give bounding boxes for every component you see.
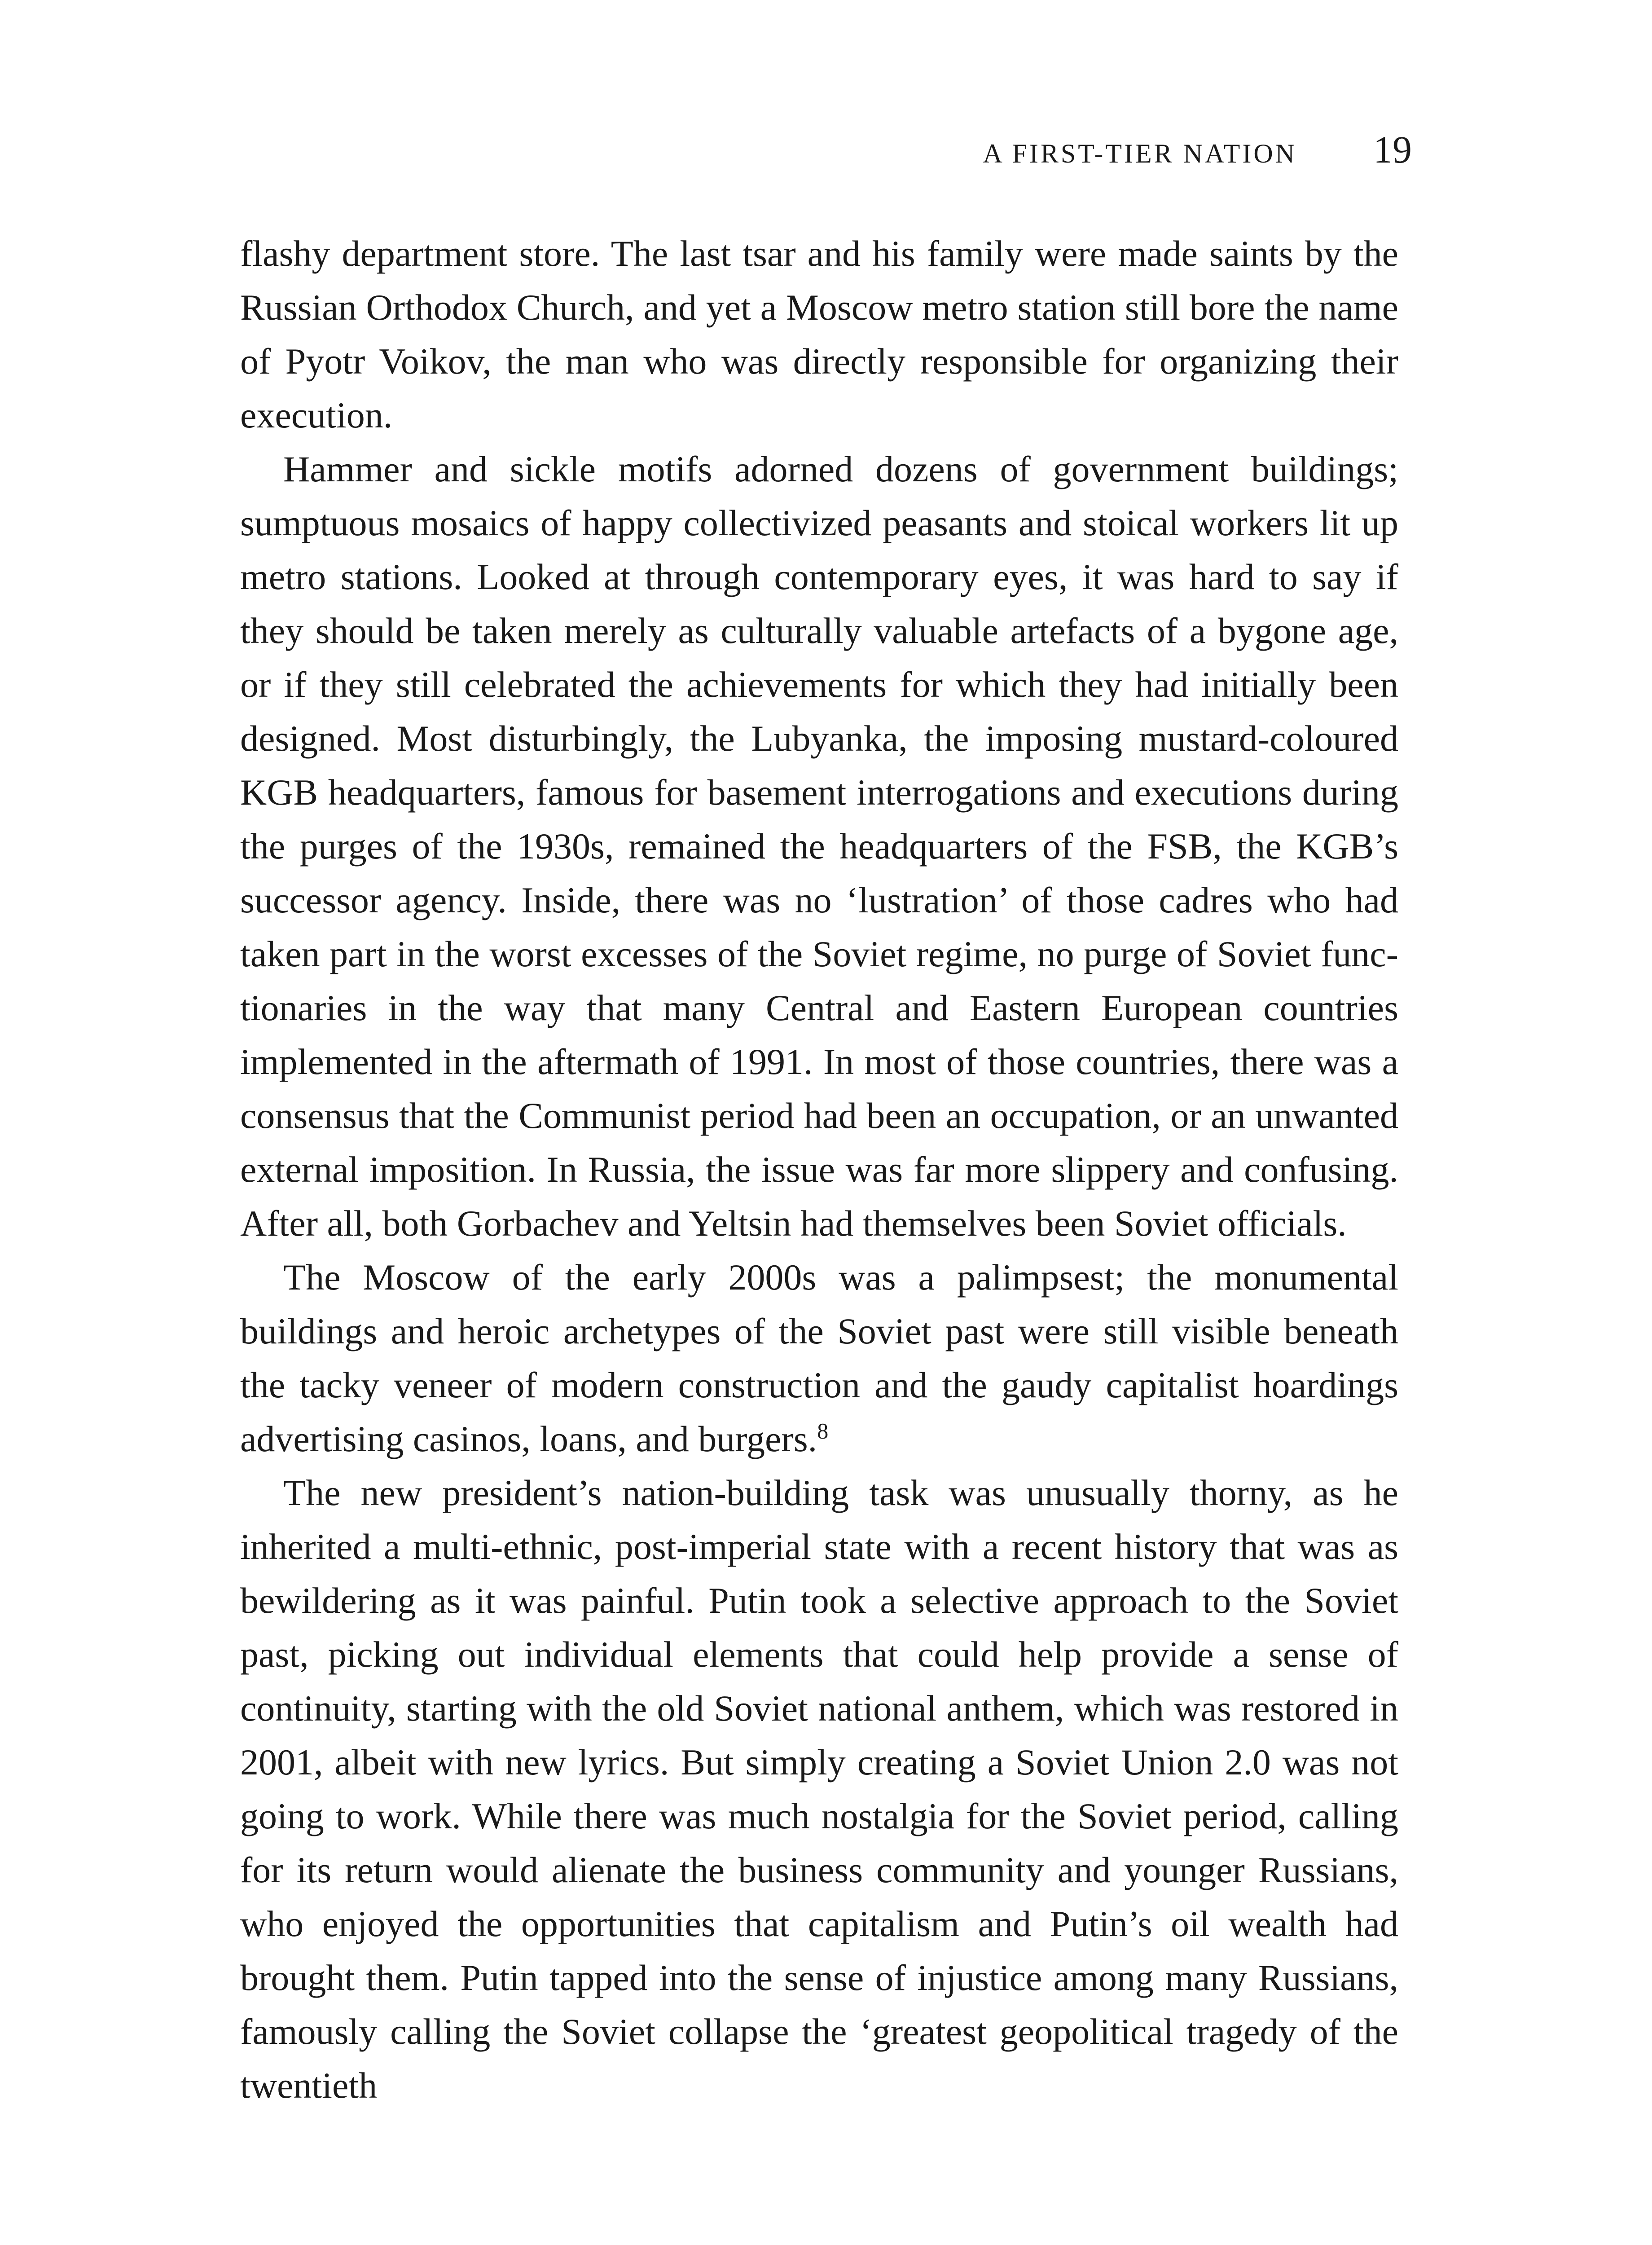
paragraph-text: flashy department store. The last tsar and his family were made saints by the Russian Orthodox Church, and yet a Moscow metro station still bore the name of Pyotr Voikov, the man who was directly responsible for organizing their execution. — [240, 233, 1398, 436]
paragraph-3 — [240, 1250, 1398, 1466]
paragraph-text: Hammer and sickle motifs adorned dozens of government buildings; sumptuous mosaics of happy collectivized peasants and stoical workers lit up metro stations. Looked at through contemporary eyes, it was hard to say if they should be taken merely as culturally valuable artefacts of a bygone age, or if they still celebrated the achievements for which they had initially been designed. Most disturbingly, the Lubyanka, the imposing mustard-coloured KGB headquarters, famous for basement interrogations and executions during the purges of the 1930s, remained the headquarters of the FSB, the KGB’s successor agency. Inside, there was no ‘lustration’ of those cadres who had taken part in the worst excesses of the Soviet regime, no purge of Soviet functionaries in the way that many Central and Eastern European countries implemented in the aftermath of 1991. In most of those countries, there was a consensus that the Communist period had been an occupation, or an unwanted external imposition. In Russia, the issue was far more slippery and confusing. After all, both Gorbachev and Yeltsin had themselves been Soviet officials. — [240, 449, 1398, 1244]
running-head — [983, 130, 1412, 169]
paragraph-text: The new president’s nation-building task was unusually thorny, as he inherited a multi-ethnic, post-imperial state with a recent history that was as bewildering as it was painful. Putin took a selective approach to the Soviet past, picking out individual elements that could help provide a sense of continuity, starting with the old Soviet national anthem, which was restored in 2001, albeit with new lyrics. But simply creating a Soviet Union 2.0 was not going to work. While there was much nostalgia for the Soviet period, calling for its return would alienate the business community and younger Russians, who enjoyed the opportunities that capitalism and Putin’s oil wealth had brought them. Putin tapped into the sense of injustice among many Russians, famously calling the Soviet collapse the ‘greatest geopolitical tragedy of the twentieth — [240, 1472, 1398, 2106]
body-text — [240, 227, 1398, 2113]
paragraph-4 — [240, 1466, 1398, 2113]
paragraph-2 — [240, 442, 1398, 1250]
paragraph-text: The Moscow of the early 2000s was a palimpsest; the monumental buildings and heroic archetypes of the Soviet past were still visible beneath the tacky veneer of modern construction and the gaudy capitalist hoardings advertising casinos, loans, and burgers. — [240, 1257, 1398, 1459]
page-number: 19 — [1373, 128, 1412, 171]
footnote-marker: 8 — [817, 1418, 829, 1444]
running-title: A FIRST-TIER NATION — [983, 139, 1297, 168]
paragraph-1 — [240, 227, 1398, 442]
